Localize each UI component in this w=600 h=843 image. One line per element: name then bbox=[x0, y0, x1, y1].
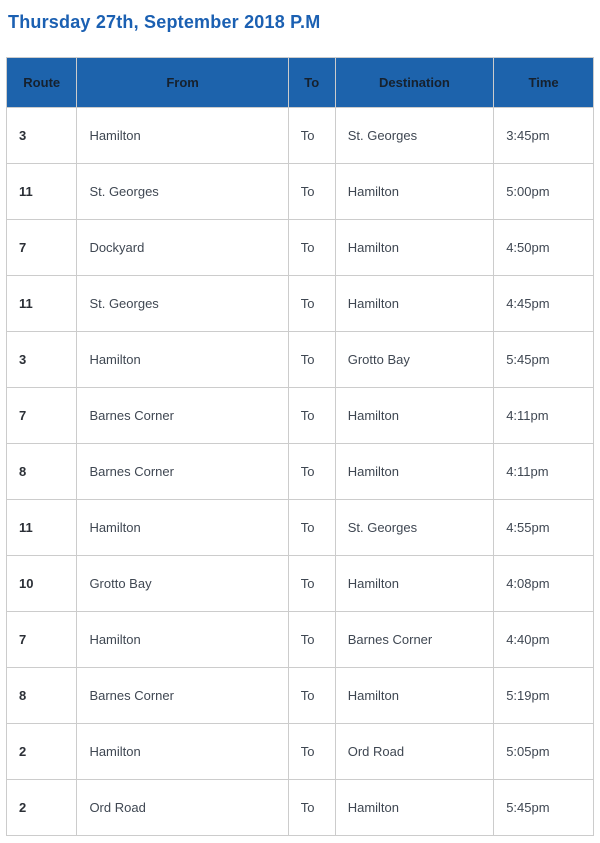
cell-route: 11 bbox=[7, 500, 77, 556]
cell-from: Hamilton bbox=[77, 500, 288, 556]
cell-from: Ord Road bbox=[77, 780, 288, 836]
cell-route: 3 bbox=[7, 108, 77, 164]
cell-time: 5:45pm bbox=[494, 332, 594, 388]
column-header-destination: Destination bbox=[335, 58, 493, 108]
table-row bbox=[7, 276, 594, 332]
cell-destination: Hamilton bbox=[335, 276, 493, 332]
cell-from: St. Georges bbox=[77, 276, 288, 332]
cell-route: 8 bbox=[7, 444, 77, 500]
cell-to: To bbox=[288, 444, 335, 500]
cell-from: Barnes Corner bbox=[77, 388, 288, 444]
cell-destination: Ord Road bbox=[335, 724, 493, 780]
cell-to: To bbox=[288, 500, 335, 556]
cell-from: Hamilton bbox=[77, 108, 288, 164]
cell-route: 7 bbox=[7, 220, 77, 276]
table-header bbox=[7, 58, 594, 108]
cell-route: 11 bbox=[7, 276, 77, 332]
cell-from: Barnes Corner bbox=[77, 668, 288, 724]
cell-to: To bbox=[288, 612, 335, 668]
page-title: Thursday 27th, September 2018 P.M bbox=[8, 12, 321, 32]
cell-route: 8 bbox=[7, 668, 77, 724]
cell-to: To bbox=[288, 276, 335, 332]
cell-destination: Hamilton bbox=[335, 780, 493, 836]
cell-time: 4:45pm bbox=[494, 276, 594, 332]
cell-route: 11 bbox=[7, 164, 77, 220]
table-row bbox=[7, 668, 594, 724]
table-row bbox=[7, 500, 594, 556]
cell-to: To bbox=[288, 556, 335, 612]
cell-destination: Hamilton bbox=[335, 164, 493, 220]
cell-destination: Hamilton bbox=[335, 556, 493, 612]
column-header-time: Time bbox=[494, 58, 594, 108]
table-row bbox=[7, 444, 594, 500]
cell-to: To bbox=[288, 724, 335, 780]
cell-route: 3 bbox=[7, 332, 77, 388]
cell-destination: Hamilton bbox=[335, 220, 493, 276]
cell-from: Hamilton bbox=[77, 612, 288, 668]
cell-to: To bbox=[288, 332, 335, 388]
cell-to: To bbox=[288, 108, 335, 164]
table-row bbox=[7, 724, 594, 780]
column-header-route: Route bbox=[7, 58, 77, 108]
cell-route: 7 bbox=[7, 388, 77, 444]
table-row bbox=[7, 108, 594, 164]
column-header-to: To bbox=[288, 58, 335, 108]
table-row bbox=[7, 164, 594, 220]
cell-destination: Grotto Bay bbox=[335, 332, 493, 388]
cell-from: Hamilton bbox=[77, 724, 288, 780]
table-row bbox=[7, 780, 594, 836]
cell-time: 4:11pm bbox=[494, 388, 594, 444]
cell-destination: St. Georges bbox=[335, 108, 493, 164]
cell-time: 4:55pm bbox=[494, 500, 594, 556]
cell-to: To bbox=[288, 780, 335, 836]
table-header-row bbox=[7, 58, 594, 108]
cell-to: To bbox=[288, 164, 335, 220]
table-row bbox=[7, 220, 594, 276]
cell-time: 5:19pm bbox=[494, 668, 594, 724]
cell-from: Grotto Bay bbox=[77, 556, 288, 612]
cell-route: 2 bbox=[7, 780, 77, 836]
cell-time: 5:00pm bbox=[494, 164, 594, 220]
cell-route: 7 bbox=[7, 612, 77, 668]
cell-destination: Hamilton bbox=[335, 388, 493, 444]
cell-time: 5:05pm bbox=[494, 724, 594, 780]
cell-from: Barnes Corner bbox=[77, 444, 288, 500]
cell-route: 10 bbox=[7, 556, 77, 612]
bus-schedule-table bbox=[6, 57, 594, 836]
cell-to: To bbox=[288, 220, 335, 276]
cell-time: 5:45pm bbox=[494, 780, 594, 836]
cell-from: St. Georges bbox=[77, 164, 288, 220]
table-row bbox=[7, 612, 594, 668]
cell-destination: Barnes Corner bbox=[335, 612, 493, 668]
cell-time: 4:50pm bbox=[494, 220, 594, 276]
table-row bbox=[7, 388, 594, 444]
table-row bbox=[7, 332, 594, 388]
table-row bbox=[7, 556, 594, 612]
cell-destination: Hamilton bbox=[335, 444, 493, 500]
cell-time: 4:40pm bbox=[494, 612, 594, 668]
column-header-from: From bbox=[77, 58, 288, 108]
cell-to: To bbox=[288, 668, 335, 724]
cell-from: Hamilton bbox=[77, 332, 288, 388]
table-body bbox=[7, 108, 594, 836]
cell-from: Dockyard bbox=[77, 220, 288, 276]
cell-destination: Hamilton bbox=[335, 668, 493, 724]
cell-to: To bbox=[288, 388, 335, 444]
cell-time: 4:08pm bbox=[494, 556, 594, 612]
cell-destination: St. Georges bbox=[335, 500, 493, 556]
cell-time: 3:45pm bbox=[494, 108, 594, 164]
cell-route: 2 bbox=[7, 724, 77, 780]
cell-time: 4:11pm bbox=[494, 444, 594, 500]
